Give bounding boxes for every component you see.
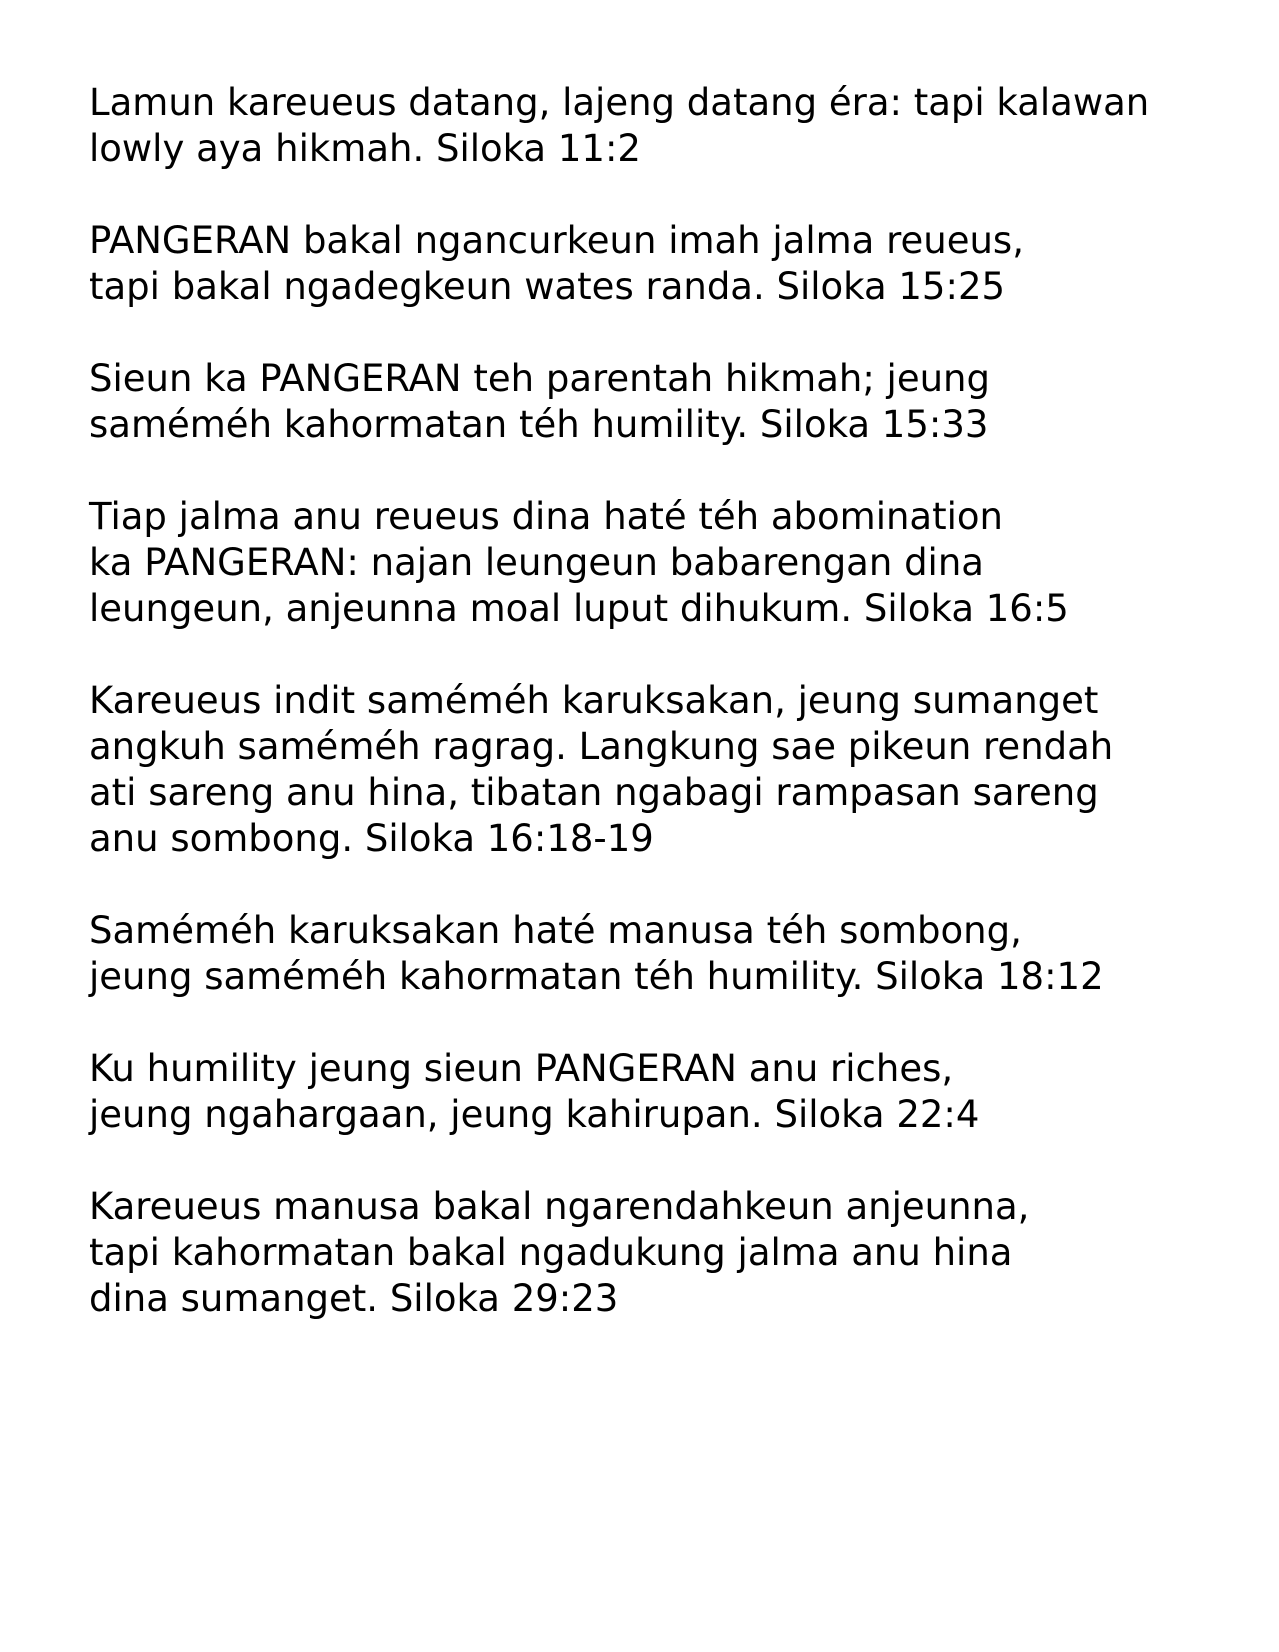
verse-line: anu sombong. Siloka 16:18-19 bbox=[89, 817, 654, 860]
verse-line: ati sareng anu hina, tibatan ngabagi rampasan sareng bbox=[89, 771, 1099, 814]
verse-line: tapi kahormatan bakal ngadukung jalma anu hina bbox=[89, 1231, 1013, 1274]
verse-list bbox=[89, 80, 1249, 1368]
verse-line: Lamun kareueus datang, lajeng datang éra: tapi kalawan bbox=[89, 81, 1150, 124]
verse-paragraph bbox=[89, 908, 1249, 1000]
verse-line: Saméméh karuksakan haté manusa téh sombong, bbox=[89, 909, 1022, 952]
verse-line: lowly aya hikmah. Siloka 11:2 bbox=[89, 127, 641, 170]
verse-paragraph bbox=[89, 1184, 1249, 1322]
verse-line: PANGERAN bakal ngancurkeun imah jalma reueus, bbox=[89, 219, 1024, 262]
verse-line: Tiap jalma anu reueus dina haté téh abomination bbox=[89, 495, 1003, 538]
verse-line: Sieun ka PANGERAN teh parentah hikmah; jeung bbox=[89, 357, 990, 400]
verse-line: saméméh kahormatan téh humility. Siloka 15:33 bbox=[89, 403, 989, 446]
verse-line: jeung saméméh kahormatan téh humility. Siloka 18:12 bbox=[89, 955, 1104, 998]
verse-line: tapi bakal ngadegkeun wates randa. Siloka 15:25 bbox=[89, 265, 1006, 308]
verse-line: dina sumanget. Siloka 29:23 bbox=[89, 1277, 619, 1320]
verse-line: Ku humility jeung sieun PANGERAN anu riches, bbox=[89, 1047, 954, 1090]
verse-paragraph bbox=[89, 80, 1249, 172]
verse-line: jeung ngahargaan, jeung kahirupan. Siloka 22:4 bbox=[89, 1093, 980, 1136]
verse-line: leungeun, anjeunna moal luput dihukum. Siloka 16:5 bbox=[89, 587, 1069, 630]
verse-line: ka PANGERAN: najan leungeun babarengan dina bbox=[89, 541, 984, 584]
verse-line: Kareueus manusa bakal ngarendahkeun anjeunna, bbox=[89, 1185, 1030, 1228]
verse-paragraph bbox=[89, 1046, 1249, 1138]
verse-paragraph bbox=[89, 218, 1249, 310]
verse-paragraph bbox=[89, 356, 1249, 448]
verse-paragraph bbox=[89, 678, 1249, 862]
verse-paragraph bbox=[89, 494, 1249, 632]
verse-line: angkuh saméméh ragrag. Langkung sae pikeun rendah bbox=[89, 725, 1114, 768]
verse-line: Kareueus indit saméméh karuksakan, jeung sumanget bbox=[89, 679, 1099, 722]
